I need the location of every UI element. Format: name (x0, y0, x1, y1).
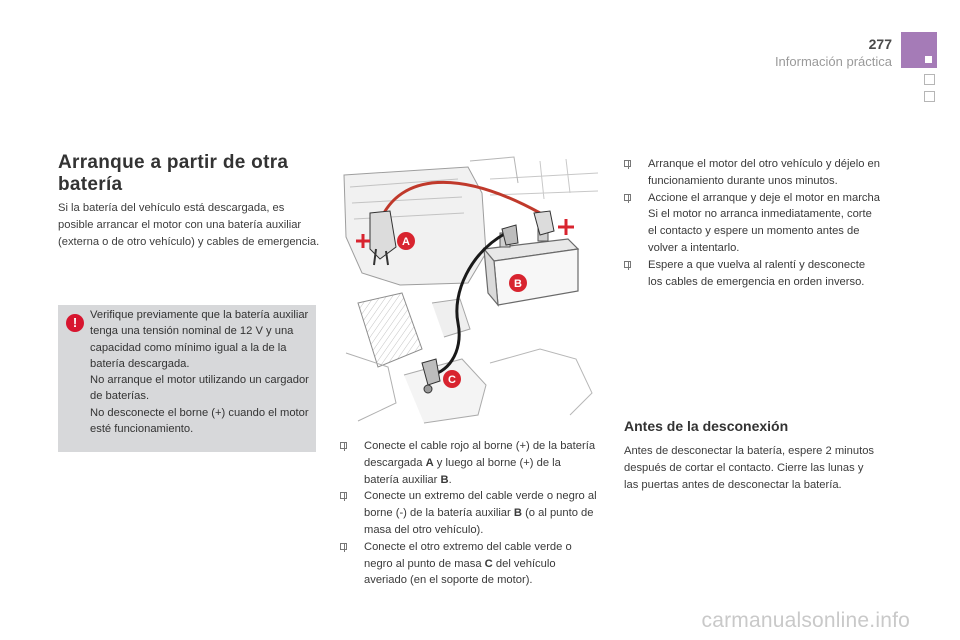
page-title (58, 152, 318, 196)
warning-line-3: No desconecte el borne (+) cuando el motor esté funcionamiento. (90, 406, 309, 436)
step-start-other-engine: Arranque el motor del otro vehículo y déjelo en funcionamiento durante unos minutos. (624, 156, 880, 190)
marker-a-label: A (402, 236, 410, 248)
section-tab-empty-2[interactable] (924, 91, 935, 102)
step-connect-red: Conecte el cable rojo al borne (+) de la batería descargada A y luego al borne (+) de la batería auxiliar B. (340, 438, 598, 488)
section-title: Información práctica (774, 54, 892, 69)
disconnect-paragraph: Antes de desconectar la batería, espere 2 minutos después de cortar el contacto. Cierre las lunas y las puertas antes de desconectar la batería. (624, 445, 875, 491)
marker-c-label: C (448, 374, 456, 386)
checkbox-icon (340, 543, 347, 550)
step-connect-black-c: Conecte el otro extremo del cable verde o negro al punto de masa C del vehículo averiado (en el soporte de motor). (340, 539, 598, 589)
warning-icon: ! (66, 314, 84, 332)
page-number: 277 (868, 36, 892, 52)
tab-marker-icon (925, 56, 932, 63)
page-title-line-1: Arranque a partir de otra (58, 152, 289, 173)
warning-text (90, 307, 312, 437)
warning-line-1: Verifique previamente que la batería auxiliar tenga una tensión nominal de 12 V y una capacidad como mínimo igual a la de la batería descargada. (90, 309, 309, 370)
page-title-line-2: batería (58, 174, 123, 195)
marker-c (443, 370, 461, 388)
marker-b (509, 274, 527, 292)
marker-a (397, 232, 415, 250)
warning-box (58, 305, 316, 452)
step-crank-engine: Accione el arranque y deje el motor en marcha Si el motor no arranca inmediatamente, corte el contacto y espere un momento antes de volver a intentarlo. (624, 190, 880, 257)
checkbox-icon (624, 160, 631, 167)
step-connect-black-b: Conecte un extremo del cable verde o negro al borne (-) de la batería auxiliar B (o al punto de masa del otro vehículo). (340, 488, 598, 538)
marker-b-label: B (514, 278, 522, 290)
intro-paragraph: Si la batería del vehículo está descargada, es posible arrancar el motor con una batería auxiliar (externa o de otro vehículo) y cables de emergencia. (58, 202, 320, 248)
step-disconnect-cables: Espere a que vuelva al ralentí y desconecte los cables de emergencia en orden inverso. (624, 257, 880, 291)
checkbox-icon (340, 492, 347, 499)
jump-start-illustration (340, 153, 602, 428)
checkbox-icon (340, 442, 347, 449)
start-steps (624, 156, 880, 290)
connection-steps (340, 438, 598, 589)
disconnect-heading: Antes de la desconexión (624, 418, 789, 434)
checkbox-icon (624, 261, 631, 268)
checkbox-icon (624, 194, 631, 201)
footer-watermark: carmanualsonline.info (701, 609, 910, 632)
warning-line-2: No arranque el motor utilizando un cargador de baterías. (90, 374, 309, 403)
section-tab-empty-1[interactable] (924, 74, 935, 85)
